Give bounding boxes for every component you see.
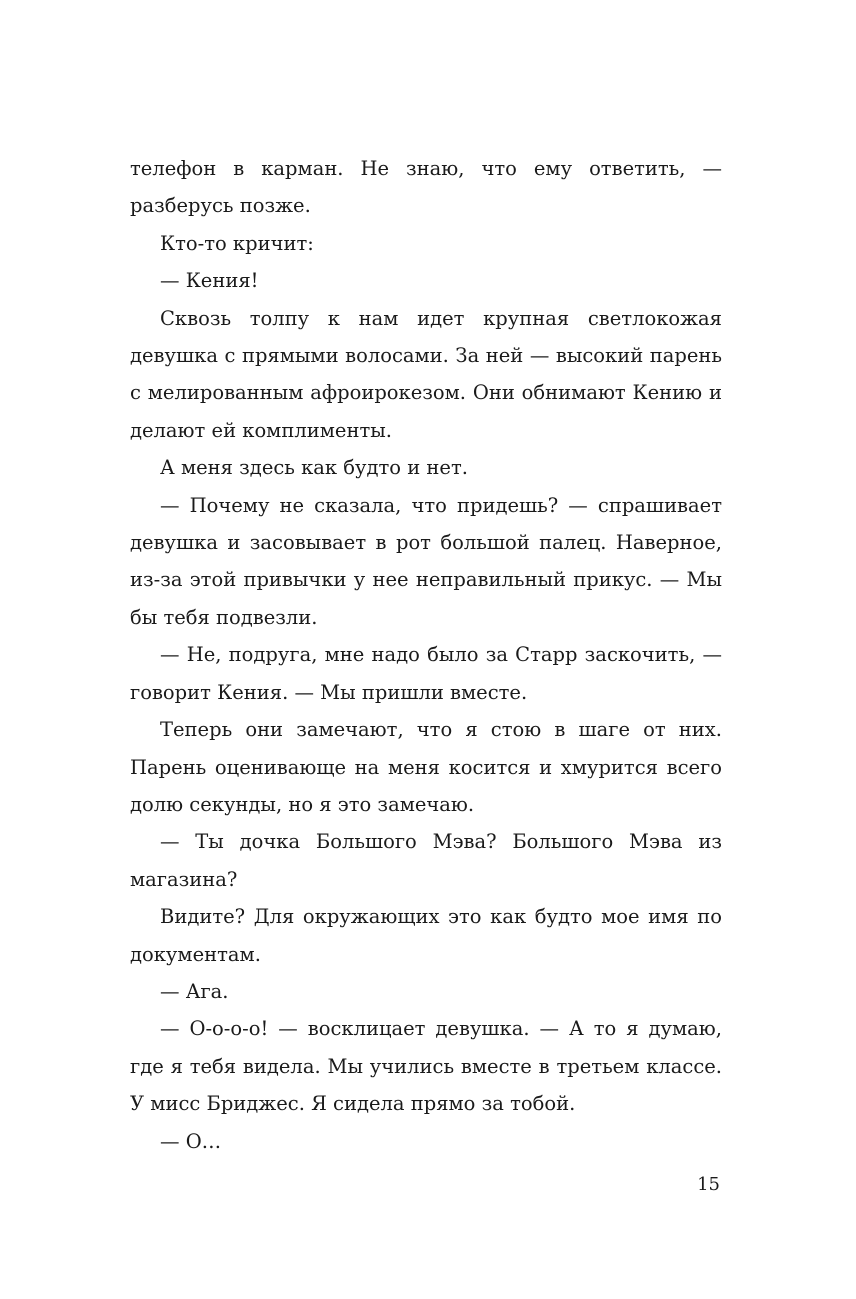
paragraph-9: — Ты дочка Большого Мэва? Большого Мэва из магазина? <box>130 830 722 891</box>
paragraph-7: — Не, подруга, мне надо было за Старр заскочить, — говорит Кения. — Мы пришли вместе. <box>130 643 722 704</box>
paragraph-3: — Кения! <box>160 269 259 293</box>
paragraph-5: А меня здесь как будто и нет. <box>160 456 468 480</box>
paragraph-13: — О… <box>160 1129 222 1153</box>
paragraph-11: — Ага. <box>160 979 229 1003</box>
paragraph-10: Видите? Для окружающих это как будто мое имя по документам. <box>130 905 722 966</box>
paragraph-4: Сквозь толпу к нам идет крупная светлокожая девушка с прямыми волосами. За ней — высокий парень с мелированным афроирокезом. Они обнимают Кению и делают ей комплименты. <box>130 306 722 442</box>
paragraph-2: Кто-то кричит: <box>160 231 314 255</box>
page-number: 15 <box>697 1174 720 1195</box>
page-body <box>130 150 722 1160</box>
paragraph-1: телефон в карман. Не знаю, что ему ответить, — разберусь позже. <box>130 157 722 218</box>
paragraph-12: — О-о-о-о! — восклицает девушка. — А то я думаю, где я тебя видела. Мы учились вместе в третьем классе. У мисс Бриджес. Я сидела прямо за тобой. <box>130 1017 722 1116</box>
paragraph-6: — Почему не сказала, что придешь? — спрашивает девушка и засовывает в рот большой палец. Наверное, из-за этой привычки у нее неправильный прикус. — Мы бы тебя подвезли. <box>130 493 722 629</box>
paragraph-8: Теперь они замечают, что я стою в шаге от них. Парень оценивающе на меня косится и хмурится всего долю секунды, но я это замечаю. <box>130 718 722 816</box>
